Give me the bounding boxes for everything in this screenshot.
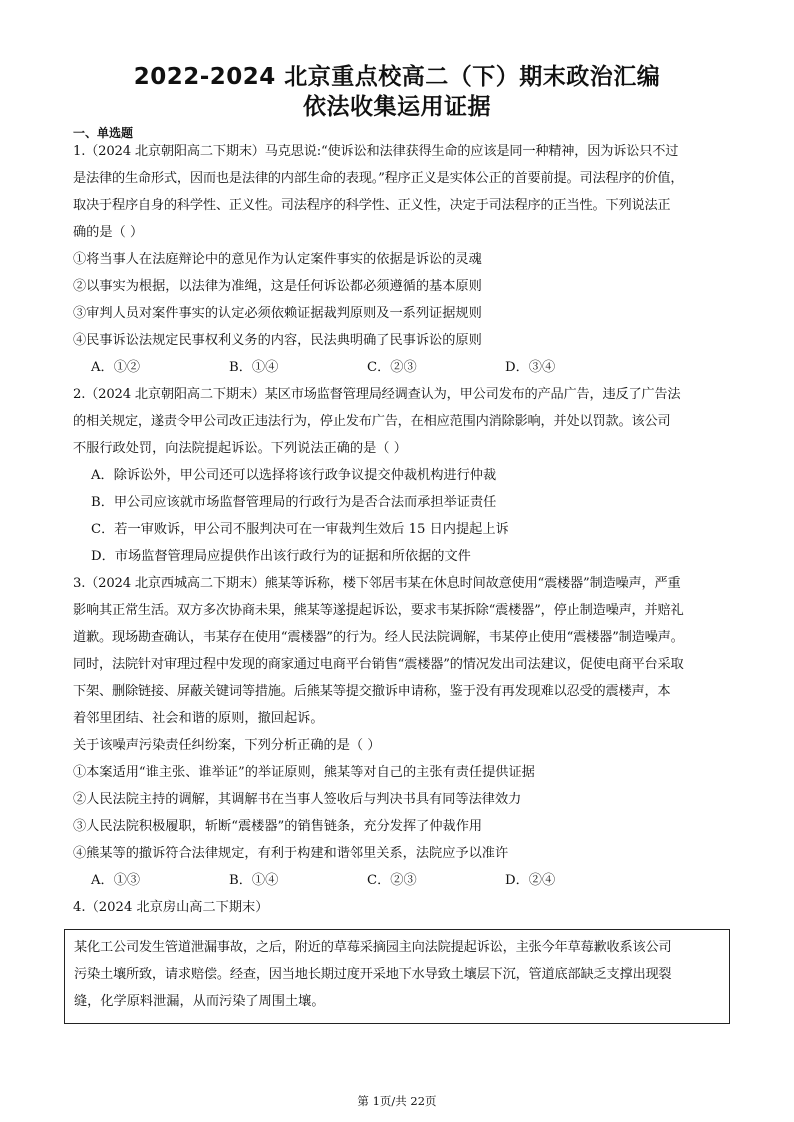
question-stem-line: 影响其正常生活。双方多次协商未果，熊某等遂提起诉讼，要求韦某拆除“震楼器”，停止制造噪声，并赔礼 xyxy=(73,603,684,618)
choice-c: C．若一审败诉，甲公司不服判决可在一审裁判生效后 15 日内提起上诉 xyxy=(91,522,509,537)
material-line: 污染土壤所致，请求赔偿。经查，因当地长期过度开采地下水导致土壤层下沉，管道底部缺乏支撑出现裂 xyxy=(74,967,672,982)
statement-option: ③审判人员对案件事实的认定必须依赖证据裁判原则及一系列证据规则 xyxy=(73,306,482,321)
question-stem-line: 取决于程序自身的科学性、正义性。司法程序的科学性、正义性，决定于司法程序的正当性。下列说法正 xyxy=(73,198,671,213)
material-line: 缝，化学原料泄漏，从而污染了周围土壤。 xyxy=(74,994,325,1009)
document-subtitle: 依法收集运用证据 xyxy=(303,94,491,120)
question-stem-line: 3.（2024 北京西城高二下期末）熊某等诉称，楼下邻居韦某在休息时间故意使用“震楼器”制造噪声，严重 xyxy=(73,576,681,591)
choice-a: A．①② xyxy=(91,360,141,375)
question-list xyxy=(73,138,721,921)
question-stem-line: 道歉。现场勘查确认，韦某存在使用“震楼器”的行为。经人民法院调解，韦某停止使用“震楼器”制造噪声。 xyxy=(73,630,684,645)
statement-option: ④熊某等的撤诉符合法律规定，有利于构建和谐邻里关系，法院应予以准许 xyxy=(73,846,509,861)
statement-option: ②以事实为根据，以法律为准绳，这是任何诉讼都必须遵循的基本原则 xyxy=(73,279,482,294)
question-stem-line: 下架、删除链接、屏蔽关键词等措施。后熊某等提交撤诉申请称，鉴于没有再发现难以忍受的震楼声，本 xyxy=(73,684,671,699)
answer-choices xyxy=(73,354,721,381)
question-2 xyxy=(73,381,721,570)
section-heading: 一、单选题 xyxy=(73,126,134,140)
question-3 xyxy=(73,570,721,894)
question-stem-line: 确的是（ ） xyxy=(73,225,144,240)
choice-c: C．②③ xyxy=(367,360,417,375)
choice-c: C．②③ xyxy=(367,873,417,888)
question-1 xyxy=(73,138,721,381)
question-stem-line: 1.（2024 北京朝阳高二下期末）马克思说:“使诉讼和法律获得生命的应该是同一种精神，因为诉讼只不过 xyxy=(73,144,679,159)
choice-d: D．市场监督管理局应提供作出该行政行为的证据和所依据的文件 xyxy=(91,549,471,564)
choice-b: B．①④ xyxy=(229,360,279,375)
choice-a: A．①③ xyxy=(91,873,141,888)
statement-option: ③人民法院积极履职，斩断“震楼器”的销售链条，充分发挥了仲裁作用 xyxy=(73,819,483,834)
material-box xyxy=(64,929,730,1024)
choice-b: B．甲公司应该就市场监督管理局的行政行为是否合法而承担举证责任 xyxy=(91,495,497,510)
question-stem-line: 2.（2024 北京朝阳高二下期末）某区市场监督管理局经调查认为，甲公司发布的产品广告，违反了广告法 xyxy=(73,387,681,402)
page-number: 第 1页/共 22页 xyxy=(357,1094,437,1108)
question-stem-line: 4.（2024 北京房山高二下期末） xyxy=(73,900,269,915)
choice-a: A．除诉讼外，甲公司还可以选择将该行政争议提交仲裁机构进行仲裁 xyxy=(91,468,497,483)
statement-option: ②人民法院主持的调解，其调解书在当事人签收后与判决书具有同等法律效力 xyxy=(73,792,522,807)
question-stem-line: 同时，法院针对审理过程中发现的商家通过电商平台销售“震楼器”的情况发出司法建议，促使电商平台采取 xyxy=(73,657,684,672)
choice-b: B．①④ xyxy=(229,873,279,888)
choice-d: D．③④ xyxy=(505,360,556,375)
document-title: 2022-2024 北京重点校高二（下）期末政治汇编 xyxy=(133,64,661,90)
choice-d: D．②④ xyxy=(505,873,556,888)
question-stem-line: 关于该噪声污染责任纠纷案，下列分析正确的是（ ） xyxy=(73,738,381,753)
statement-option: ①本案适用“谁主张、谁举证”的举证原则，熊某等对自己的主张有责任提供证据 xyxy=(73,765,535,780)
question-4 xyxy=(73,894,721,921)
material-line: 某化工公司发生管道泄漏事故，之后，附近的草莓采摘园主向法院提起诉讼，主张今年草莓歉收系该公司 xyxy=(74,940,672,955)
statement-option: ①将当事人在法庭辩论中的意见作为认定案件事实的依据是诉讼的灵魂 xyxy=(73,252,482,267)
question-stem-line: 着邻里团结、社会和谐的原则，撤回起诉。 xyxy=(73,711,324,726)
statement-option: ④民事诉讼法规定民事权利义务的内容，民法典明确了民事诉讼的原则 xyxy=(73,333,482,348)
question-stem-line: 是法律的生命形式，因而也是法律的内部生命的表现。”程序正义是实体公正的首要前提。司法程序的价值， xyxy=(73,171,684,186)
answer-choices xyxy=(73,867,721,894)
question-stem-line: 不服行政处罚，向法院提起诉讼。下列说法正确的是（ ） xyxy=(73,441,407,456)
question-stem-line: 的相关规定，遂责令甲公司改正违法行为，停止发布广告，在相应范围内消除影响，并处以罚款。该公司 xyxy=(73,414,671,429)
